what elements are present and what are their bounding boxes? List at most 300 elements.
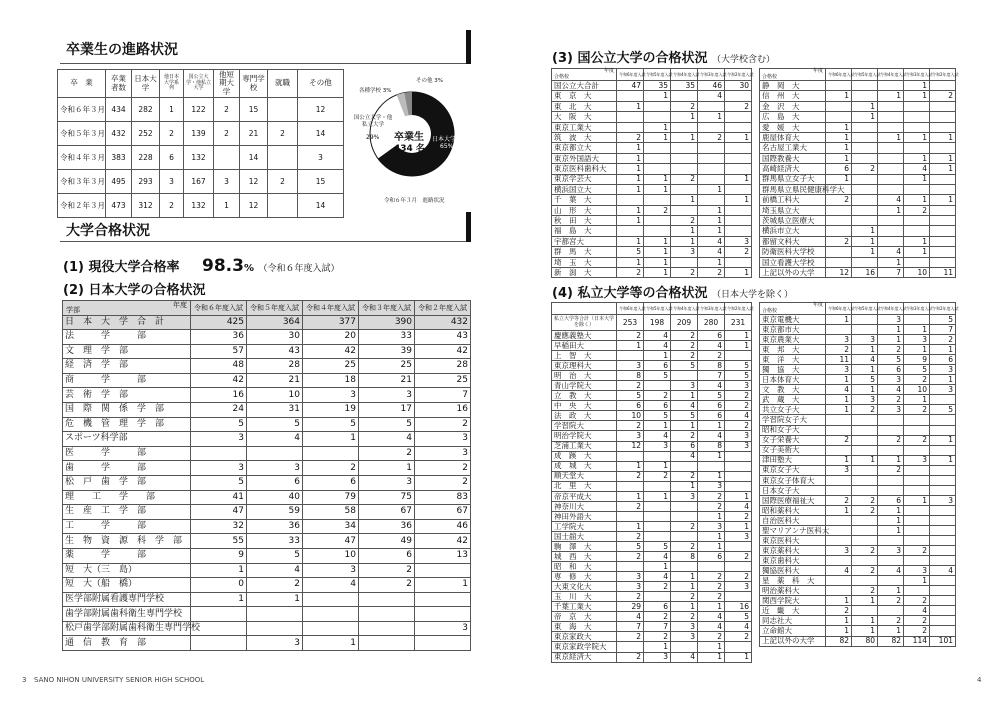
row-label: 群馬県立女子大 (760, 174, 826, 184)
cell-value (826, 226, 852, 236)
cell-value (725, 216, 752, 226)
table-row (63, 505, 471, 520)
table-row (552, 552, 752, 562)
cell-value: 4 (698, 247, 725, 257)
cell-value: 2 (725, 247, 752, 257)
cell-value: 3 (671, 632, 698, 642)
cell-value: 2 (852, 546, 878, 556)
row-label: 昭 和 大 (552, 562, 617, 572)
table-row (58, 146, 344, 170)
column-header: 令和２年度入試 (415, 301, 471, 316)
column-header: 令和4年度入試 (671, 303, 698, 315)
cell-value (698, 143, 725, 153)
nihon-heading: (2) 日本大学の合格状況 (63, 283, 206, 298)
cell-value: 24 (191, 402, 247, 417)
cell-value: 1 (644, 642, 671, 652)
table-row (552, 371, 752, 381)
cell-value: 1 (644, 491, 671, 501)
column-header: 令和3年度入試 (698, 303, 725, 315)
cell-value: 377 (303, 316, 359, 330)
cell-value: 1 (698, 257, 725, 267)
column-header: 令和５年度入試 (247, 301, 303, 316)
cell-value: 2 (852, 566, 878, 576)
row-label: 国際教養大 (760, 153, 826, 163)
row-label: 帝京平成大 (552, 491, 617, 501)
cell-value (852, 445, 878, 455)
cell-value: 4 (698, 431, 725, 441)
cell-value: 1 (698, 451, 725, 461)
cell-value: 2 (617, 471, 644, 481)
table-row (760, 465, 956, 475)
cell-value (930, 536, 956, 546)
column-header: 令和2年度入試 (930, 69, 956, 81)
cell-value: 1 (878, 455, 904, 465)
cell-value: 2 (671, 592, 698, 602)
cell-value (878, 236, 904, 246)
cell-value (904, 586, 930, 596)
cell-value: 1 (904, 236, 930, 246)
cell-value: 6 (359, 548, 415, 563)
cell-value: 1 (617, 257, 644, 267)
table-row (63, 359, 471, 374)
column-header: 令和4年度入試 (671, 69, 698, 81)
row-label: 自治医科大 (760, 515, 826, 525)
pie-label-nihon: 日本大学 (432, 136, 457, 143)
cell-value: 83 (415, 490, 471, 505)
table-row (760, 415, 956, 425)
cell-value: 4 (725, 501, 752, 511)
cell-value: 1 (930, 132, 956, 142)
cell-value (698, 122, 725, 132)
cell-value (826, 536, 852, 546)
cell-value: 2 (671, 351, 698, 361)
cell-value: 1 (826, 616, 852, 626)
row-label: 令和６年３月 (58, 98, 106, 122)
cell-value: 2 (826, 236, 852, 246)
section-title-exam: 大学合格状況 (66, 223, 150, 239)
header-gakko-label: 合格校 (762, 308, 778, 314)
cell-value: 432 (106, 122, 132, 146)
cell-value: 2 (644, 471, 671, 481)
row-label: 聖マリアンナ医科大 (760, 525, 826, 535)
cell-value: 4 (826, 566, 852, 576)
cell-value: 33 (247, 534, 303, 549)
table-row (63, 592, 471, 607)
cell-value: 48 (191, 359, 247, 374)
cell-value: 3 (826, 546, 852, 556)
cell-value: 2 (617, 421, 644, 431)
table-row (552, 562, 752, 572)
cell-value (930, 184, 956, 194)
cell-value: 2 (852, 586, 878, 596)
cell-value (644, 521, 671, 531)
cell-value: 43 (247, 344, 303, 359)
row-label: 危 機 管 理 学 部 (63, 417, 191, 432)
cell-value (878, 184, 904, 194)
column-header: 令和5年度入試 (644, 303, 671, 315)
table-row (58, 194, 344, 218)
cell-value (852, 465, 878, 475)
cell-value: 1 (878, 335, 904, 345)
cell-value: 1 (826, 375, 852, 385)
cell-value: 1 (904, 174, 930, 184)
cell-value: 293 (132, 170, 160, 194)
table-row (552, 143, 752, 153)
row-label: 帝 京 大 (552, 612, 617, 622)
table-row (760, 425, 956, 435)
cell-value: 2 (852, 505, 878, 515)
cell-value: 1 (671, 602, 698, 612)
cell-value: 434 (106, 98, 132, 122)
cell-value (904, 515, 930, 525)
row-label: 東京理科大 (552, 361, 617, 371)
cell-value (214, 146, 240, 170)
cell-value (878, 122, 904, 132)
cell-value: 1 (878, 91, 904, 101)
table-row (760, 315, 956, 325)
pie-center-label: 卒業生 (394, 132, 424, 143)
cell-value: 15 (298, 170, 344, 194)
cell-value (904, 425, 930, 435)
row-label: 大 阪 大 (552, 112, 617, 122)
cell-value: 6 (303, 475, 359, 490)
column-header: 令和６年度入試 (191, 301, 247, 316)
cell-value: 1 (826, 91, 852, 101)
cell-value (904, 315, 930, 325)
cell-value: 1 (617, 491, 644, 501)
cell-value: 2 (415, 461, 471, 476)
table-row (760, 455, 956, 465)
pass-rate-note: （令和６年度入試） (258, 264, 340, 274)
cell-value (904, 101, 930, 111)
cell-value: 4 (698, 612, 725, 622)
cell-value: 1 (904, 576, 930, 586)
cell-value: 6 (644, 361, 671, 371)
cell-value: 198 (644, 315, 671, 331)
cell-value: 1 (698, 205, 725, 215)
section-bar-career (466, 30, 471, 64)
cell-value (930, 505, 956, 515)
cell-value: 2 (617, 501, 644, 511)
cell-value: 6 (247, 475, 303, 490)
cell-value: 4 (671, 451, 698, 461)
cell-value: 5 (930, 315, 956, 325)
cell-value: 7 (644, 622, 671, 632)
table-row (760, 586, 956, 596)
cell-value: 280 (698, 315, 725, 331)
table-row (63, 563, 471, 578)
row-label: 明治薬科大 (760, 586, 826, 596)
cell-value (930, 122, 956, 132)
kokko-table-a (551, 68, 752, 278)
cell-value: 1 (826, 596, 852, 606)
cell-value (904, 505, 930, 515)
cell-value: 6 (698, 552, 725, 562)
cell-value (904, 475, 930, 485)
cell-value: 4 (698, 91, 725, 101)
header-gakko-label: 合格校 (554, 74, 570, 80)
table-row (552, 411, 752, 421)
cell-value: 1 (930, 375, 956, 385)
table-row (760, 495, 956, 505)
pass-rate-value: 98.3 (202, 256, 244, 276)
column-header: 令和6年度入試 (826, 69, 852, 81)
cell-value (617, 226, 644, 236)
cell-value: 12 (826, 268, 852, 278)
cell-value: 3 (904, 566, 930, 576)
table-row (552, 351, 752, 361)
cell-value: 1 (852, 385, 878, 395)
row-label: 昭和薬科大 (760, 505, 826, 515)
cell-value: 2 (160, 122, 184, 146)
table-row (760, 546, 956, 556)
cell-value: 4 (359, 432, 415, 447)
cell-value (878, 101, 904, 111)
cell-value: 4 (247, 563, 303, 578)
table-row (552, 361, 752, 371)
table-row (760, 445, 956, 455)
cell-value (930, 546, 956, 556)
cell-value: 167 (184, 170, 214, 194)
cell-value: 4 (878, 247, 904, 257)
page-footer-school: SANO NIHON UNIVERSITY SENIOR HIGH SCHOOL (34, 676, 205, 684)
cell-value: 2 (160, 194, 184, 218)
table-row (552, 205, 752, 215)
table-row (58, 170, 344, 194)
row-label: 東京電機大 (760, 315, 826, 325)
pie-label-other: その他 3% (416, 78, 443, 84)
cell-value (826, 112, 852, 122)
cell-value: 34 (303, 519, 359, 534)
row-label: 信 州 大 (760, 91, 826, 101)
cell-value: 1 (644, 174, 671, 184)
row-label: 東京医科歯科大 (552, 164, 617, 174)
cell-value (617, 642, 644, 652)
cell-value: 2 (878, 345, 904, 355)
cell-value: 2 (725, 632, 752, 642)
cell-value (878, 445, 904, 455)
table-header-row (63, 301, 471, 316)
cell-value: 2 (671, 471, 698, 481)
row-label: 東京都市大 (760, 325, 826, 335)
row-label: 芸 術 学 部 (63, 388, 191, 403)
cell-value: 1 (303, 432, 359, 447)
row-label: 金 沢 大 (760, 101, 826, 111)
table-row (552, 521, 752, 531)
table-row (63, 490, 471, 505)
table-row (760, 405, 956, 415)
cell-value: 3 (644, 652, 671, 662)
row-label: 日本女子大 (760, 485, 826, 495)
cell-value (671, 91, 698, 101)
cell-value: 2 (904, 546, 930, 556)
cell-value: 5 (644, 411, 671, 421)
cell-value: 3 (930, 365, 956, 375)
cell-value: 252 (132, 122, 160, 146)
cell-value: 5 (303, 417, 359, 432)
table-row (760, 536, 956, 546)
row-label: 専 修 大 (552, 572, 617, 582)
cell-value: 1 (826, 143, 852, 153)
cell-value: 14 (298, 194, 344, 218)
cell-value (826, 101, 852, 111)
row-label: 生 物 資 源 科 学 部 (63, 534, 191, 549)
row-label: 武 蔵 大 (760, 395, 826, 405)
cell-value: 1 (671, 421, 698, 431)
table-row (760, 101, 956, 111)
cell-value: 6 (826, 164, 852, 174)
cell-value: 3 (359, 388, 415, 403)
cell-value: 21 (240, 122, 268, 146)
row-label: 茨城県立医療大 (760, 216, 826, 226)
row-label: 薬 学 部 (63, 548, 191, 563)
cell-value: 5 (191, 475, 247, 490)
cell-value (852, 91, 878, 101)
table-row (552, 481, 752, 491)
row-label: 青山学院大 (552, 381, 617, 391)
column-header: 令和3年度入試 (904, 303, 930, 315)
cell-value (852, 556, 878, 566)
row-label: 東京薬科大 (760, 546, 826, 556)
pass-rate-heading (63, 256, 340, 276)
cell-value: 1 (904, 247, 930, 257)
cell-value: 3 (698, 481, 725, 491)
cell-value (930, 525, 956, 535)
cell-value: 3 (826, 465, 852, 475)
header-year-label: 年度 (812, 68, 823, 74)
cell-value (725, 164, 752, 174)
cell-value: 40 (247, 490, 303, 505)
cell-value: 2 (671, 268, 698, 278)
row-label: 医 学 部 (63, 446, 191, 461)
cell-value: 1 (725, 331, 752, 341)
cell-value: 2 (617, 268, 644, 278)
table-row (552, 153, 752, 163)
cell-value (303, 607, 359, 622)
cell-value: 28 (247, 359, 303, 374)
cell-value: 101 (930, 636, 956, 646)
cell-value: 1 (617, 216, 644, 226)
row-label: 東 邦 大 (760, 345, 826, 355)
cell-value (644, 216, 671, 226)
cell-value (247, 621, 303, 636)
cell-value: 4 (826, 385, 852, 395)
cell-value: 2 (698, 501, 725, 511)
cell-value (268, 194, 298, 218)
table-row (552, 401, 752, 411)
row-label: 私立大学等合計（日本大学を除く） (552, 315, 617, 331)
cell-value: 11 (826, 355, 852, 365)
cell-value (930, 616, 956, 626)
cell-value (930, 257, 956, 267)
cell-value (930, 101, 956, 111)
row-label: 理 工 学 部 (63, 490, 191, 505)
pie-label-nihon-pct: 65% (440, 143, 454, 150)
cell-value (852, 257, 878, 267)
row-label: 東京医科大 (760, 536, 826, 546)
cell-value: 2 (698, 572, 725, 582)
cell-value: 3 (298, 146, 344, 170)
cell-value: 6 (617, 401, 644, 411)
cell-value: 3 (247, 636, 303, 651)
cell-value (904, 485, 930, 495)
cell-value: 14 (298, 122, 344, 146)
shiritsu-heading-label: (4) 私立大学等の合格状況 (552, 286, 708, 301)
cell-value: 3 (826, 365, 852, 375)
cell-value (268, 98, 298, 122)
table-row (760, 365, 956, 375)
cell-value: 3 (725, 582, 752, 592)
cell-value: 3 (904, 335, 930, 345)
table-row (552, 174, 752, 184)
cell-value: 1 (617, 205, 644, 215)
cell-value: 3 (930, 495, 956, 505)
table-row (552, 268, 752, 278)
row-label: 工 学 部 (63, 519, 191, 534)
cell-value: 2 (671, 101, 698, 111)
row-label: 横浜国立大 (552, 184, 617, 194)
cell-value: 3 (214, 170, 240, 194)
cell-value: 1 (852, 247, 878, 257)
cell-value: 7 (698, 371, 725, 381)
cell-value: 4 (644, 431, 671, 441)
cell-value: 6 (930, 355, 956, 365)
cell-value (725, 226, 752, 236)
cell-value (930, 556, 956, 566)
table-row (58, 122, 344, 146)
row-label: 名古屋工業大 (760, 143, 826, 153)
cell-value: 4 (698, 622, 725, 632)
cell-value: 1 (878, 515, 904, 525)
cell-value: 2 (725, 572, 752, 582)
table-row (552, 226, 752, 236)
cell-value (725, 481, 752, 491)
column-header: 令和４年度入試 (303, 301, 359, 316)
table-row (63, 417, 471, 432)
table-row (760, 515, 956, 525)
cell-value (725, 471, 752, 481)
cell-value (826, 525, 852, 535)
cell-value: 2 (644, 391, 671, 401)
header-gakubu-label: 学部 (66, 306, 80, 314)
row-label: 通 信 教 育 部 (63, 636, 191, 651)
row-label: 高崎経済大 (760, 164, 826, 174)
cell-value (415, 563, 471, 578)
table-row (760, 81, 956, 91)
row-label: 中 央 大 (552, 401, 617, 411)
cell-value: 9 (904, 355, 930, 365)
cell-value: 16 (415, 402, 471, 417)
table-row (760, 164, 956, 174)
cell-value: 1 (698, 421, 725, 431)
cell-value: 132 (184, 146, 214, 170)
cell-value: 1 (698, 642, 725, 652)
row-label: 法 政 大 (552, 411, 617, 421)
cell-value (617, 481, 644, 491)
row-label: 法 学 部 (63, 330, 191, 345)
cell-value: 4 (671, 401, 698, 411)
cell-value: 1 (671, 132, 698, 142)
table-row (552, 612, 752, 622)
cell-value: 2 (671, 612, 698, 622)
row-label: 女子栄養大 (760, 435, 826, 445)
cell-value: 6 (644, 602, 671, 612)
cell-value: 2 (671, 216, 698, 226)
cell-value: 2 (725, 401, 752, 411)
cell-value: 1 (852, 345, 878, 355)
cell-value: 1 (826, 132, 852, 142)
table-row (760, 247, 956, 257)
